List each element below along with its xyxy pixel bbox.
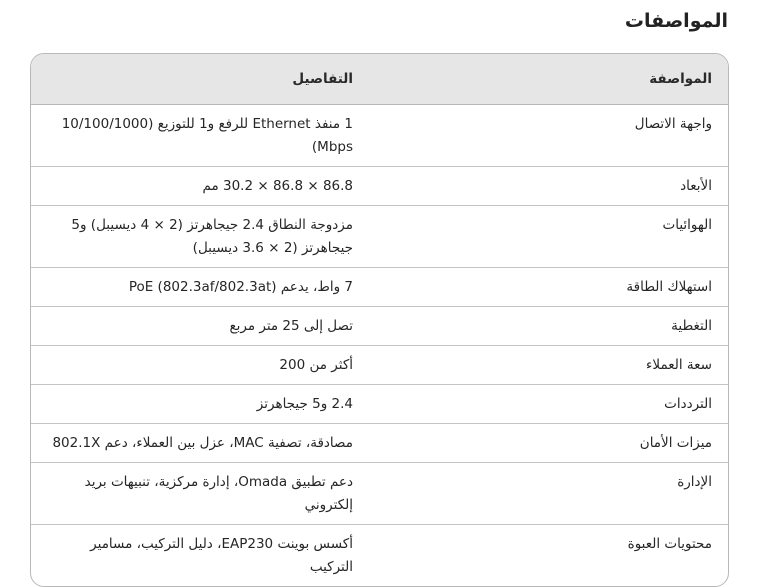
spec-detail-cell: تصل إلى 25 متر مربع: [31, 307, 369, 346]
spec-name-cell: الترددات: [369, 385, 728, 424]
spec-detail-cell: دعم تطبيق Omada، إدارة مركزية، تنبيهات بريد إلكتروني: [31, 463, 369, 525]
spec-name-cell: ميزات الأمان: [369, 424, 728, 463]
table-row: [31, 346, 728, 385]
spec-name-cell: استهلاك الطاقة: [369, 268, 728, 307]
page-title: المواصفات: [624, 10, 728, 32]
spec-name-cell: الإدارة: [369, 463, 728, 525]
column-header-detail: التفاصيل: [31, 54, 369, 105]
spec-detail-cell: أكثر من 200: [31, 346, 369, 385]
specifications-table: [30, 53, 729, 587]
table-row: [31, 105, 728, 167]
spec-detail-cell: 2.4 و5 جيجاهرتز: [31, 385, 369, 424]
spec-name-cell: واجهة الاتصال: [369, 105, 728, 167]
table-header-row: [31, 54, 728, 105]
spec-detail-cell: أكسس بوينت EAP230، دليل التركيب، مسامير التركيب: [90, 536, 353, 575]
table-row: [31, 167, 728, 206]
spec-detail-cell: مزدوجة النطاق 2.4 جيجاهرتز (2 × 4 ديسيبل) و5 جيجاهرتز (2 × 3.6 ديسيبل): [31, 206, 369, 268]
table-row: [31, 307, 728, 346]
spec-name-cell: سعة العملاء: [369, 346, 728, 385]
column-header-spec: المواصفة: [369, 54, 728, 105]
table-row: [31, 385, 728, 424]
spec-detail-cell: 86.8 × 86.8 × 30.2 مم: [31, 167, 369, 206]
spec-detail-cell: 7 واط، يدعم (PoE (802.3af/802.3at: [31, 268, 369, 307]
spec-detail-cell: مصادقة، تصفية MAC، عزل بين العملاء، دعم 802.1X: [31, 424, 369, 463]
table-row: [31, 424, 728, 463]
table-row: [31, 206, 728, 268]
spec-name-cell: محتويات العبوة: [627, 536, 712, 552]
spec-name-cell: الأبعاد: [369, 167, 728, 206]
spec-detail-cell: 1 منفذ Ethernet للرفع و1 للتوزيع (10/100/1000 Mbps): [31, 105, 369, 167]
spec-name-cell: التغطية: [369, 307, 728, 346]
table-row: [31, 463, 728, 525]
table-row: [31, 525, 728, 587]
table-row: [31, 268, 728, 307]
spec-name-cell: الهوائيات: [369, 206, 728, 268]
